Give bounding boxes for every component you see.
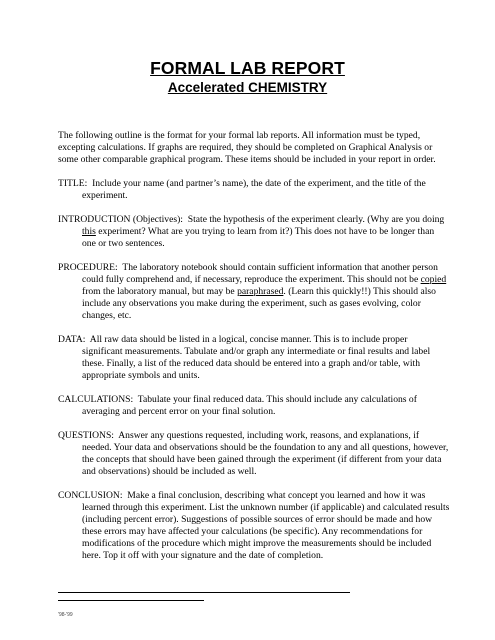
document-body [58, 130, 450, 574]
section-questions [58, 430, 450, 478]
footnote-divider [58, 600, 204, 601]
section-introduction-underline: this [82, 226, 96, 237]
section-conclusion-text: Make a final conclusion, describing what concept you learned and how it was learned through this experiment. List the unknown number (if applicable) and calculated results (including percent error). Suggestions of possible sources of error should be made and how these errors may have affected your calculations (be specific). Any recommendations for modifications of the procedure which might improve the measurements should be included here. Top it off with your signature and the date of completion. [82, 490, 450, 561]
section-data-text: All raw data should be listed in a logical, concise manner. This is to include proper significant measurements. Tabulate and/or graph any intermediate or final results and label these. Finally, a list of the reduced data should be entered into a graph and/or table, with appropriate symbols and units. [82, 334, 431, 381]
document-title: FORMAL LAB REPORT [150, 58, 345, 78]
section-title [58, 178, 450, 202]
section-conclusion-label: CONCLUSION: [58, 490, 123, 501]
section-introduction-text-a: State the hypothesis of the experiment clearly. (Why are you doing [187, 214, 445, 225]
section-data-label: DATA: [58, 334, 86, 345]
section-procedure-text-c: . (Learn this quickly!!) This should also include any observations you make during the experiment, such as gases evolving, color changes, etc. [82, 286, 436, 321]
section-introduction [58, 214, 450, 250]
section-calculations-label: CALCULATIONS: [58, 394, 134, 405]
section-questions-label: QUESTIONS: [58, 430, 114, 441]
section-procedure-text-b: from the laboratory manual, but may be [82, 286, 238, 297]
section-introduction-label: INTRODUCTION (Objectives): [58, 214, 183, 225]
section-introduction-text-b: experiment? What are you trying to learn from it?) This does not have to be longer than one or two sentences. [82, 226, 435, 249]
section-procedure-underline-copied: copied [420, 274, 447, 285]
section-procedure-text-a: The laboratory notebook should contain sufficient information that another person could fully comprehend and, if necessary, reproduce the experiment. This should not be [82, 262, 438, 285]
footer-note: '98-'99 [58, 612, 73, 618]
intro-paragraph: The following outline is the format for your formal lab reports. All information must be typed, excepting calculations. If graphs are required, they should be completed on Graphical Analysis or some other comparable graphical program. These items should be included in your report in order. [58, 130, 436, 165]
document-subtitle: Accelerated CHEMISTRY [167, 80, 328, 95]
section-procedure [58, 262, 450, 322]
signature-line [58, 592, 350, 593]
section-data [58, 334, 450, 382]
section-calculations-text: Tabulate your final reduced data. This should include any calculations of averaging and percent error on your final solution. [82, 394, 417, 417]
section-title-text: Include your name (and partner’s name), the date of the experiment, and the title of the experiment. [82, 178, 426, 201]
section-procedure-underline-paraphrased: paraphrased [237, 286, 284, 297]
section-conclusion [58, 490, 450, 562]
section-procedure-label: PROCEDURE: [58, 262, 118, 273]
section-title-label: TITLE: [58, 178, 88, 189]
section-calculations [58, 394, 450, 418]
section-questions-text: Answer any questions requested, including work, reasons, and explanations, if needed. Your data and observations should be the foundation to any and all questions, however, the concepts that should have been gained through the experiment (if different from your data and observations) should be included as well. [82, 430, 449, 477]
